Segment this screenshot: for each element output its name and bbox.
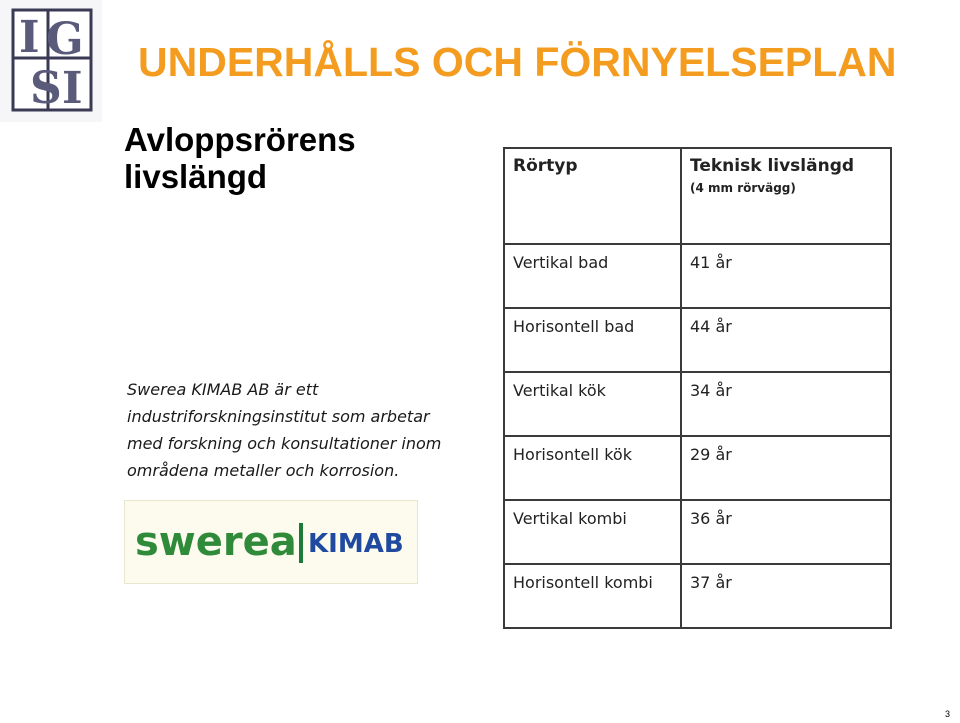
table-cell-lifetime: 36 år xyxy=(681,500,891,564)
table-row xyxy=(504,308,891,372)
table-row xyxy=(504,564,891,628)
page-title: UNDERHÅLLS OCH FÖRNYELSEPLAN xyxy=(138,39,897,85)
table-cell-type: Vertikal kombi xyxy=(504,500,681,564)
kimab-logo-text: KIMAB xyxy=(308,529,404,559)
table-cell-lifetime: 34 år xyxy=(681,372,891,436)
table-header-row xyxy=(504,148,891,244)
svg-text:I: I xyxy=(19,12,40,63)
table-row xyxy=(504,372,891,436)
swerea-kimab-logo xyxy=(124,500,418,584)
page-subtitle: Avloppsrörens livslängd xyxy=(124,121,356,195)
igs-logo xyxy=(0,0,102,122)
table-cell-lifetime: 37 år xyxy=(681,564,891,628)
swerea-logo-text: swerea xyxy=(135,519,297,565)
svg-text:G: G xyxy=(46,14,84,65)
table-row xyxy=(504,244,891,308)
table-cell-lifetime: 41 år xyxy=(681,244,891,308)
table-cell-lifetime: 44 år xyxy=(681,308,891,372)
table-row xyxy=(504,436,891,500)
svg-text:I: I xyxy=(62,63,83,114)
page-number: 3 xyxy=(944,709,950,719)
column-header-note: (4 mm rörvägg) xyxy=(690,181,796,195)
table-row xyxy=(504,500,891,564)
column-header-type: Rörtyp xyxy=(504,148,681,244)
institute-description: Swerea KIMAB AB är ett industriforskningsinstitut som arbetar med forskning och konsultationer inom områdena metaller och korrosion. xyxy=(127,380,442,480)
table-cell-type: Horisontell kombi xyxy=(504,564,681,628)
table-cell-type: Horisontell bad xyxy=(504,308,681,372)
svg-text:S: S xyxy=(30,63,62,114)
logo-divider xyxy=(299,523,303,563)
table-cell-type: Horisontell kök xyxy=(504,436,681,500)
table-cell-type: Vertikal kök xyxy=(504,372,681,436)
table-cell-lifetime: 29 år xyxy=(681,436,891,500)
table-cell-type: Vertikal bad xyxy=(504,244,681,308)
pipe-lifetime-table xyxy=(503,147,892,629)
column-header-lifetime: Teknisk livslängd (4 mm rörvägg) xyxy=(681,148,891,244)
